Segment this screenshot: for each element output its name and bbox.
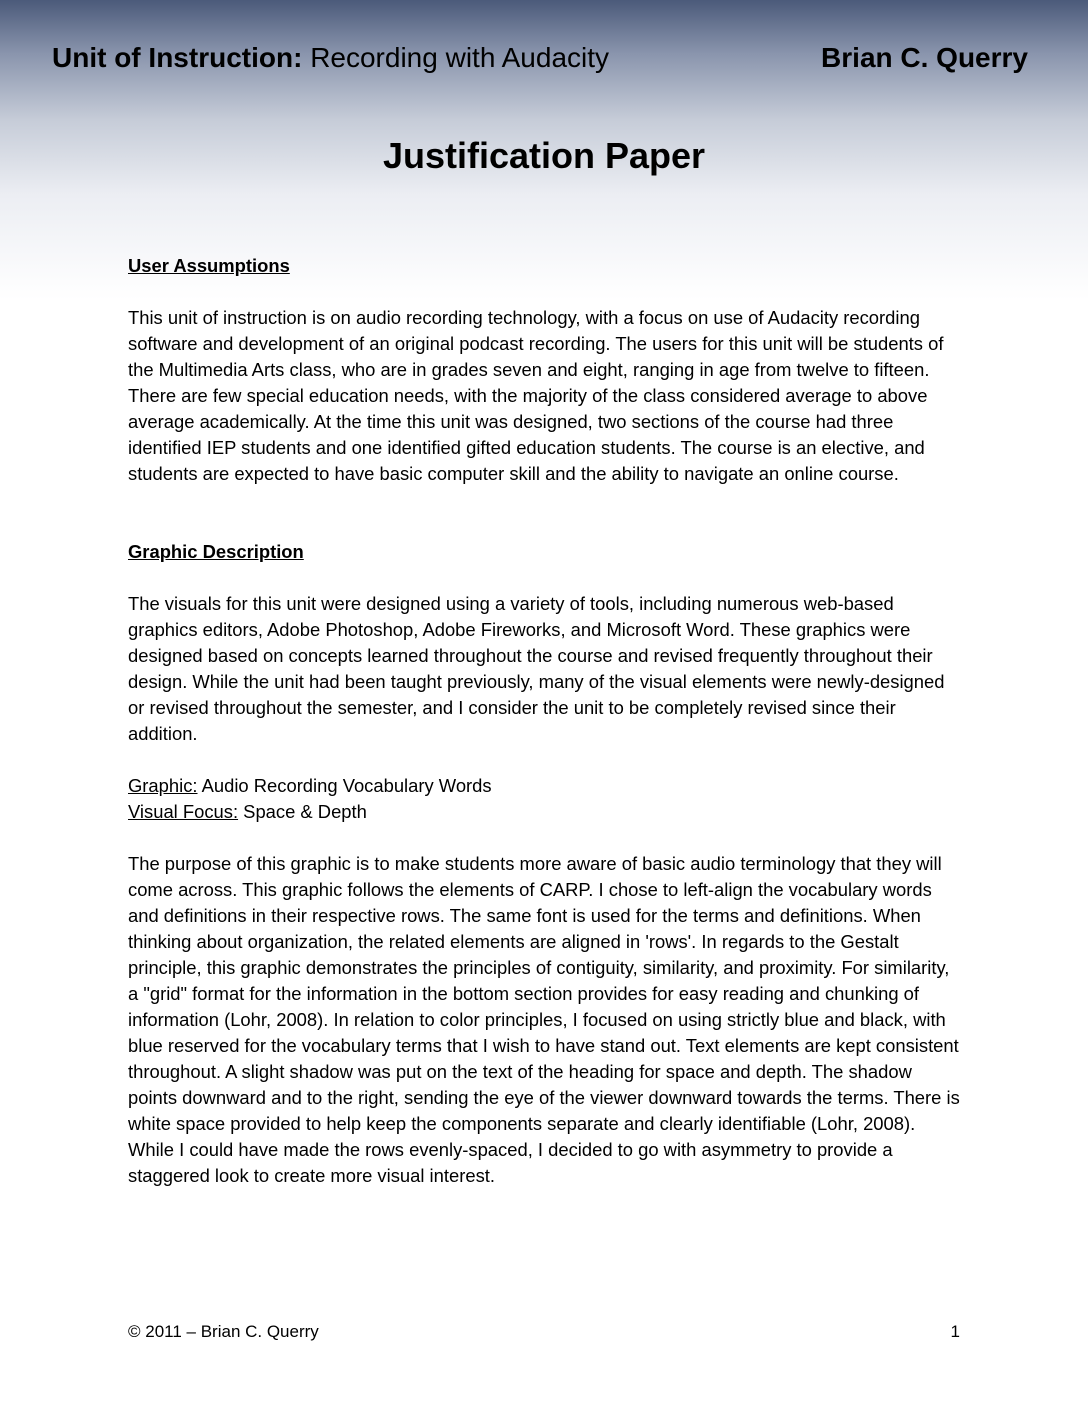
section-heading-graphic-description: Graphic Description: [128, 541, 304, 562]
document-body: [128, 253, 960, 1189]
spacer: [128, 747, 960, 773]
graphic-value: Audio Recording Vocabulary Words: [197, 775, 492, 796]
user-assumptions-paragraph: This unit of instruction is on audio recording technology, with a focus on use of Audacity recording software and development of an original podcast recording. The users for this unit will be students of the Multimedia Arts class, who are in grades seven and eight, ranging in age from twelve to fifteen. There are few special education needs, with the majority of the class considered average to above average academically. At the time this unit was designed, two sections of the course had three identified IEP students and one identified gifted education students. The course is an elective, and students are expected to have basic computer skill and the ability to navigate an online course.: [128, 307, 944, 484]
graphic-line: [128, 773, 960, 799]
graphic-description-paragraph-2: The purpose of this graphic is to make students more aware of basic audio terminology that they will come across. This graphic follows the elements of CARP. I chose to left-align the vocabulary words and definitions in their respective rows. The same font is used for the terms and definitions. When thinking about organization, the related elements are aligned in 'rows'. In regards to the Gestalt principle, this graphic demonstrates the principles of contiguity, similarity, and proximity. For similarity, a "grid" format for the information in the bottom section provides for easy reading and chunking of information (Lohr, 2008). In relation to color principles, I focused on using strictly blue and black, with blue reserved for the vocabulary terms that I wish to have stand out. Text elements are kept consistent throughout. A slight shadow was put on the text of the heading for space and depth. The shadow points downward and to the right, sending the eye of the viewer downward towards the terms. There is white space provided to help keep the components separate and clearly identifiable (Lohr, 2008). While I could have made the rows evenly-spaced, I decided to go with asymmetry to provide a staggered look to create more visual interest.: [128, 853, 960, 1186]
page-title: Justification Paper: [382, 135, 706, 176]
visual-focus-value: Space & Depth: [238, 801, 367, 822]
unit-title: Recording with Audacity: [310, 42, 610, 73]
visual-focus-line: [128, 799, 960, 825]
unit-of-instruction-line: [52, 40, 609, 76]
footer-page-number: 1: [950, 1322, 960, 1341]
footer-copyright: © 2011 – Brian C. Querry: [128, 1322, 319, 1341]
section-heading-user-assumptions: User Assumptions: [128, 255, 290, 276]
unit-label: Unit of Instruction:: [52, 42, 303, 73]
spacer: [128, 565, 960, 591]
header-author: Brian C. Querry: [821, 42, 1028, 73]
graphic-label: Graphic:: [128, 775, 198, 796]
spacer: [128, 279, 960, 305]
spacer: [128, 825, 960, 851]
visual-focus-label: Visual Focus:: [128, 801, 239, 822]
spacer: [128, 487, 960, 539]
graphic-description-paragraph-1: The visuals for this unit were designed using a variety of tools, including numerous web-based graphics editors, Adobe Photoshop, Adobe Fireworks, and Microsoft Word. These graphics were designed based on concepts learned throughout the course and revised frequently throughout their design. While the unit had been taught previously, many of the visual elements were newly-designed or revised throughout the semester, and I consider the unit to be completely revised since their addition.: [128, 593, 945, 744]
